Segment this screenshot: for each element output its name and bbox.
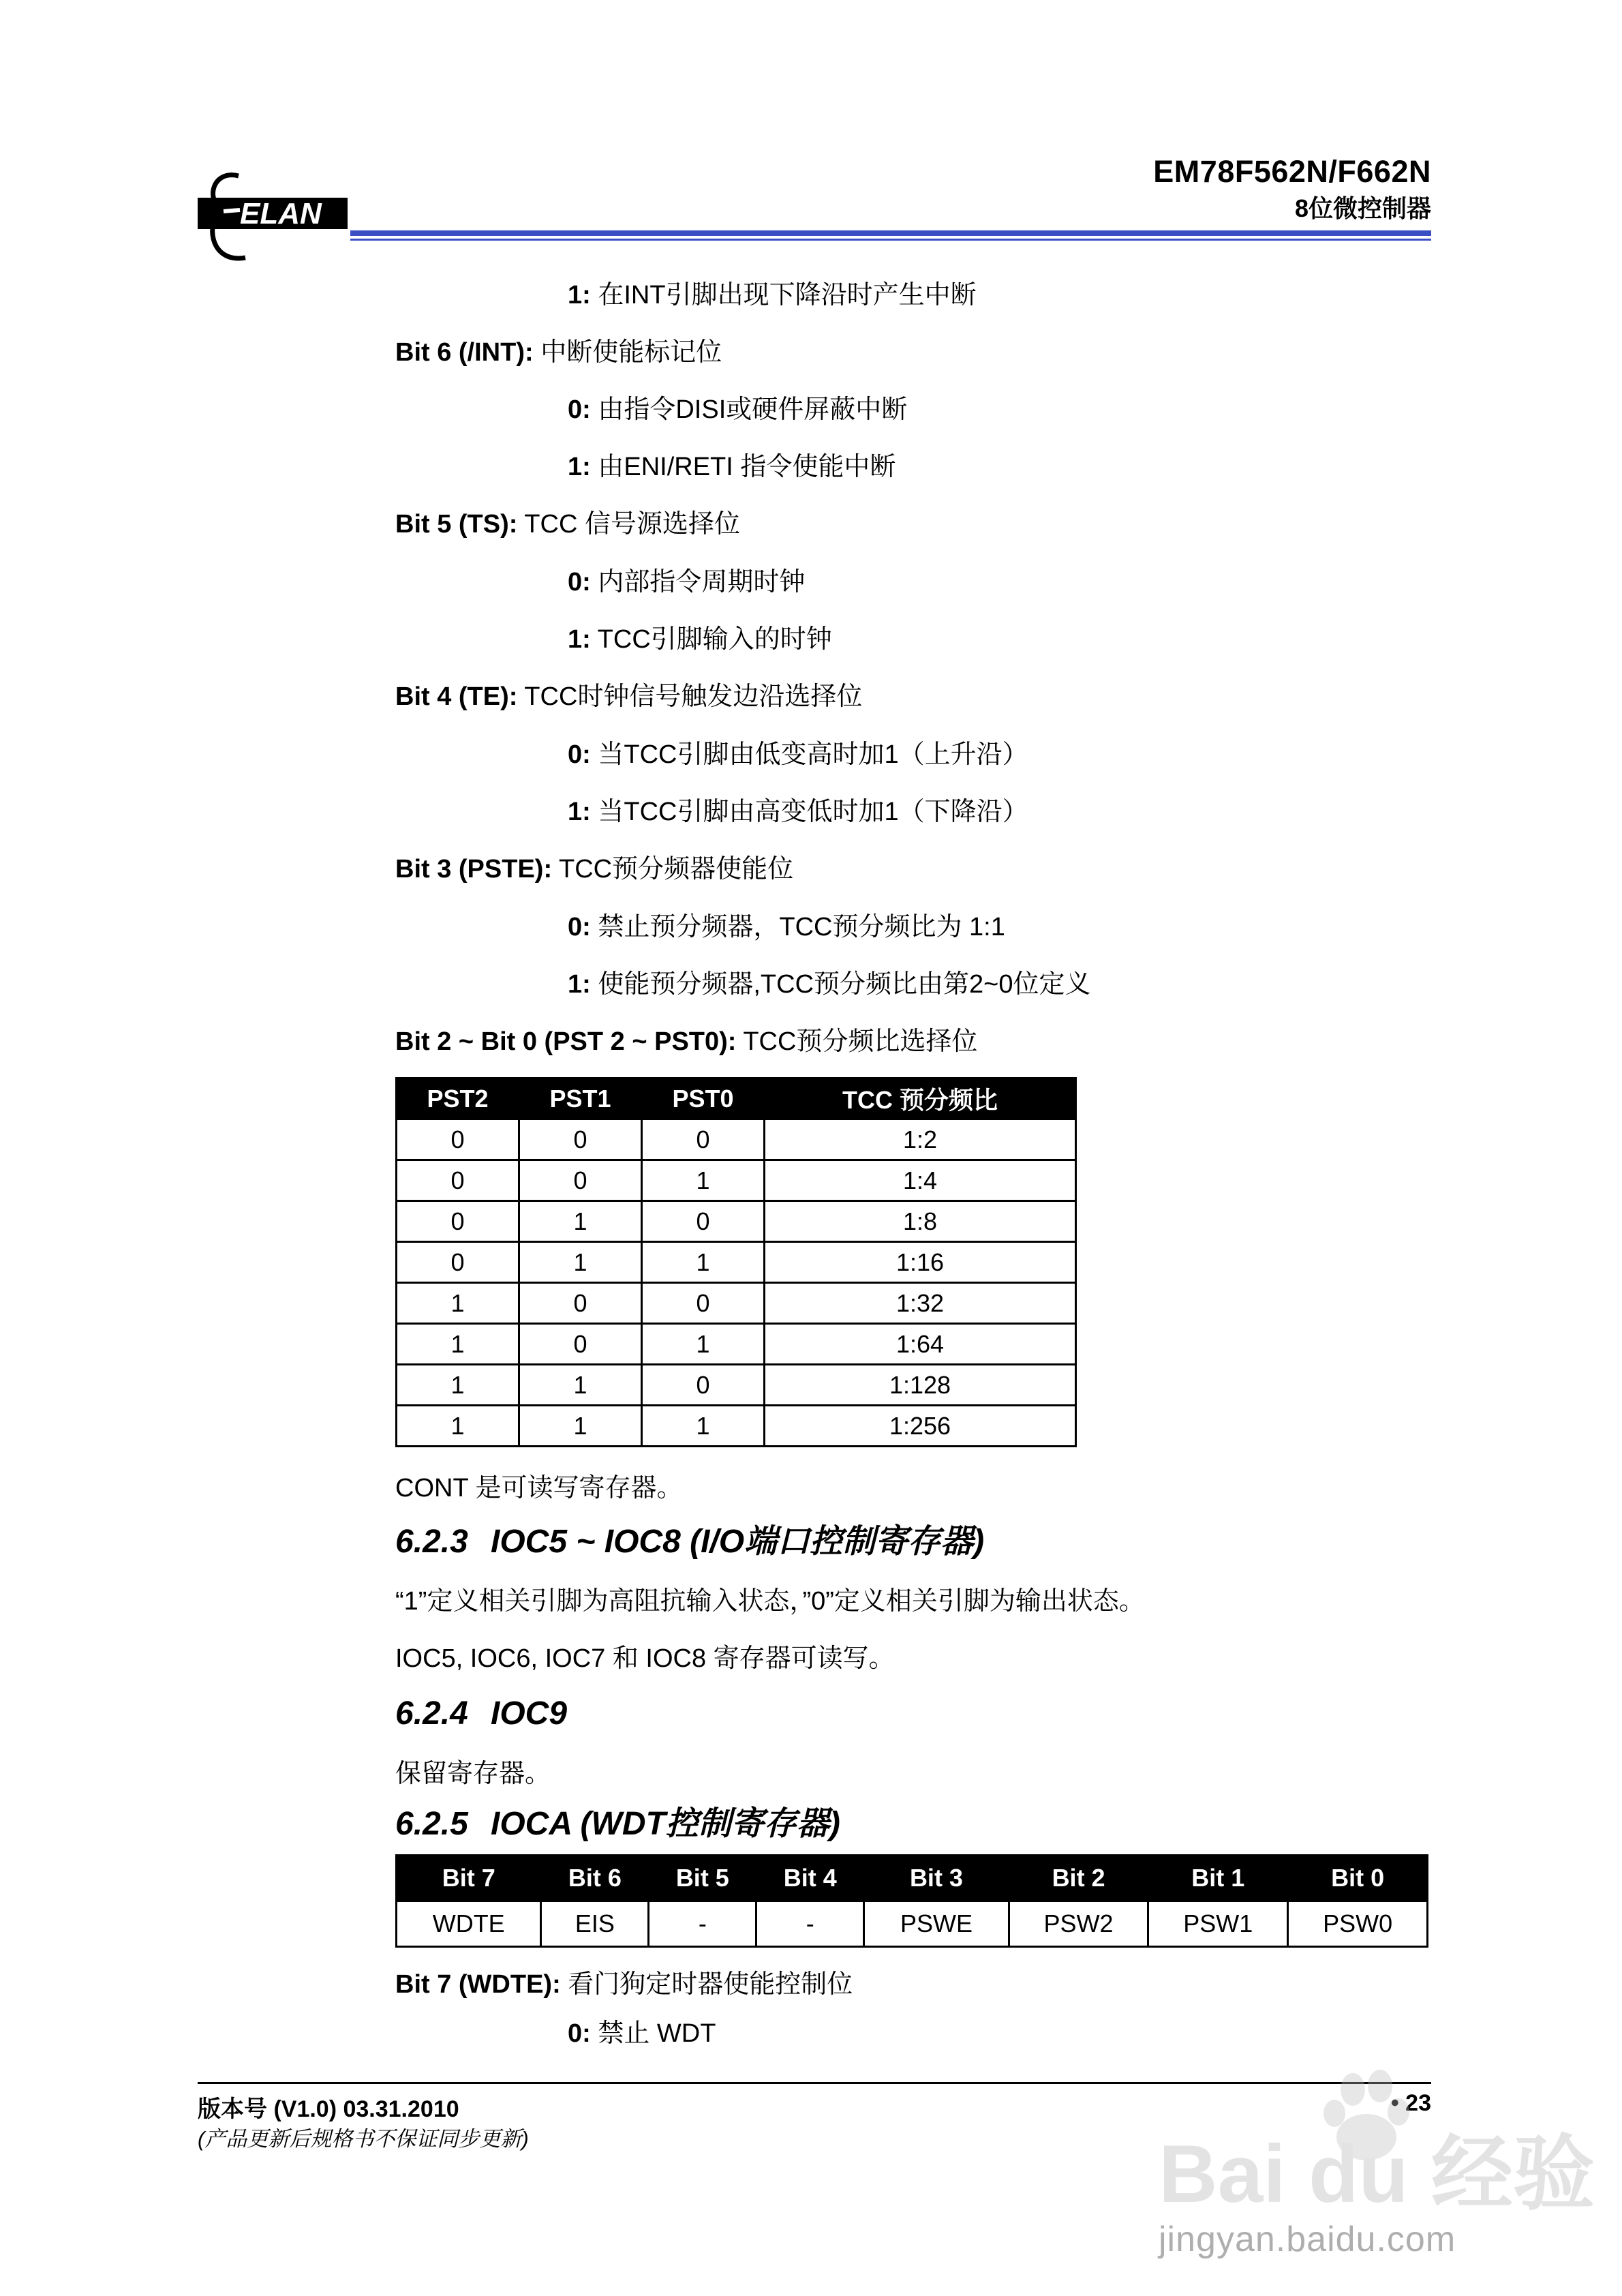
table-cell: PSW0: [1288, 1901, 1428, 1947]
table-row: [397, 1406, 1076, 1447]
elan-logo: [198, 162, 354, 271]
document-subtitle: 8位微控制器: [1294, 194, 1431, 222]
watermark-brand: Bai du 经验: [1159, 2128, 1595, 2220]
table-row: [397, 1160, 1076, 1201]
column-header: PST0: [642, 1078, 765, 1119]
table-cell: PSW1: [1148, 1901, 1288, 1947]
section-heading-6-2-4: 6.2.4 IOC9: [395, 1695, 568, 1732]
table-header-row: [397, 1856, 1428, 1901]
column-header: Bit 0: [1288, 1856, 1428, 1901]
bit6-option-1: 1: 由ENI/RETI 指令使能中断: [568, 453, 896, 481]
table-cell: 0: [519, 1283, 642, 1324]
header-rule: [350, 230, 1431, 236]
bit5-heading: Bit 5 (TS): TCC 信号源选择位: [395, 510, 740, 539]
table-cell: 0: [642, 1283, 765, 1324]
table-cell: 1:256: [765, 1406, 1076, 1447]
bit4-option-1: 1: 当TCC引脚由高变低时加1（下降沿）: [568, 798, 1028, 826]
table-row: [397, 1901, 1428, 1947]
table-header-row: [397, 1078, 1076, 1119]
column-header: Bit 4: [756, 1856, 864, 1901]
cont-note: CONT 是可读写寄存器。: [395, 1474, 683, 1502]
table-cell: PSWE: [864, 1901, 1009, 1947]
section-heading-6-2-5: 6.2.5 IOCA (WDT控制寄存器): [395, 1806, 840, 1842]
table-cell: 1: [519, 1406, 642, 1447]
table-row: [397, 1365, 1076, 1406]
table-cell: 0: [642, 1201, 765, 1242]
table-cell: 1:16: [765, 1242, 1076, 1283]
table-cell: WDTE: [397, 1901, 541, 1947]
version-number: 版本号 (V1.0) 03.31.2010: [198, 2096, 459, 2122]
bit3-option-0: 0: 禁止预分频器，TCC预分频比为 1:1: [568, 913, 1005, 941]
table-cell: 1:64: [765, 1324, 1076, 1365]
column-header: Bit 3: [864, 1856, 1009, 1901]
column-header: Bit 1: [1148, 1856, 1288, 1901]
table-cell: 0: [397, 1160, 519, 1201]
bit4-heading: Bit 4 (TE): TCC时钟信号触发边沿选择位: [395, 682, 863, 711]
table-cell: 1:2: [765, 1119, 1076, 1160]
bit6-option-0: 0: 由指令DISI或硬件屏蔽中断: [568, 395, 908, 424]
table-cell: PSW2: [1009, 1901, 1148, 1947]
table-cell: 0: [397, 1119, 519, 1160]
table-cell: 0: [519, 1324, 642, 1365]
int-edge-option-1: 1: 在INT引脚出现下降沿时产生中断: [568, 281, 977, 309]
page-number: • 23: [1390, 2090, 1431, 2116]
document-title: EM78F562N/F662N: [1153, 154, 1431, 189]
table-cell: 1: [642, 1242, 765, 1283]
table-row: [397, 1242, 1076, 1283]
prescaler-table: [395, 1077, 1077, 1447]
table-cell: 1: [397, 1283, 519, 1324]
column-header: TCC 预分频比: [765, 1078, 1076, 1119]
ioc-direction-paragraph: “1”定义相关引脚为高阻抗输入状态，”0”定义相关引脚为输出状态。: [395, 1587, 1145, 1616]
table-cell: 0: [519, 1160, 642, 1201]
section-heading-6-2-3: 6.2.3 IOC5 ~ IOC8 (I/O端口控制寄存器): [395, 1524, 985, 1560]
column-header: Bit 2: [1009, 1856, 1148, 1901]
table-cell: 1:32: [765, 1283, 1076, 1324]
table-cell: 1:128: [765, 1365, 1076, 1406]
bit5-option-1: 1: TCC引脚输入的时钟: [568, 625, 832, 654]
table-cell: 1: [519, 1201, 642, 1242]
table-cell: 1: [519, 1242, 642, 1283]
logo-text: ELAN: [240, 197, 322, 230]
table-cell: 1: [642, 1406, 765, 1447]
update-note: (产品更新后规格书不保证同步更新): [198, 2127, 529, 2151]
table-cell: 0: [642, 1365, 765, 1406]
column-header: Bit 5: [649, 1856, 756, 1901]
table-cell: 1: [642, 1160, 765, 1201]
bit3-heading: Bit 3 (PSTE): TCC预分频器使能位: [395, 855, 794, 883]
column-header: Bit 6: [541, 1856, 649, 1901]
table-cell: 0: [397, 1242, 519, 1283]
table-row: [397, 1201, 1076, 1242]
table-row: [397, 1283, 1076, 1324]
table-cell: 1: [397, 1324, 519, 1365]
reserved-register-paragraph: 保留寄存器。: [395, 1759, 551, 1788]
table-cell: 1:8: [765, 1201, 1076, 1242]
bit4-option-0: 0: 当TCC引脚由低变高时加1（上升沿）: [568, 740, 1028, 769]
header-rule-thin: [350, 239, 1431, 241]
bit2-0-heading: Bit 2 ~ Bit 0 (PST 2 ~ PST0): TCC预分频比选择位: [395, 1027, 978, 1056]
table-row: [397, 1119, 1076, 1160]
table-cell: 0: [519, 1119, 642, 1160]
bit3-option-1: 1: 使能预分频器,TCC预分频比由第2~0位定义: [568, 970, 1091, 999]
table-cell: 1: [397, 1406, 519, 1447]
ioca-register-table: [395, 1854, 1428, 1948]
column-header: PST2: [397, 1078, 519, 1119]
ioc-readwrite-paragraph: IOC5, IOC6, IOC7 和 IOC8 寄存器可读写。: [395, 1644, 895, 1673]
table-cell: 0: [642, 1119, 765, 1160]
bit7-option-0: 0: 禁止 WDT: [568, 2019, 716, 2048]
column-header: PST1: [519, 1078, 642, 1119]
table-cell: -: [649, 1901, 756, 1947]
watermark-url: jingyan.baidu.com: [1159, 2220, 1456, 2259]
table-cell: 1: [642, 1324, 765, 1365]
bit7-heading: Bit 7 (WDTE): 看门狗定时器使能控制位: [395, 1970, 853, 1999]
bit6-heading: Bit 6 (/INT): 中断使能标记位: [395, 338, 722, 367]
table-cell: -: [756, 1901, 864, 1947]
table-cell: EIS: [541, 1901, 649, 1947]
column-header: Bit 7: [397, 1856, 541, 1901]
table-cell: 1:4: [765, 1160, 1076, 1201]
table-cell: 1: [519, 1365, 642, 1406]
bit5-option-0: 0: 内部指令周期时钟: [568, 568, 806, 596]
table-row: [397, 1324, 1076, 1365]
table-cell: 0: [397, 1201, 519, 1242]
table-cell: 1: [397, 1365, 519, 1406]
